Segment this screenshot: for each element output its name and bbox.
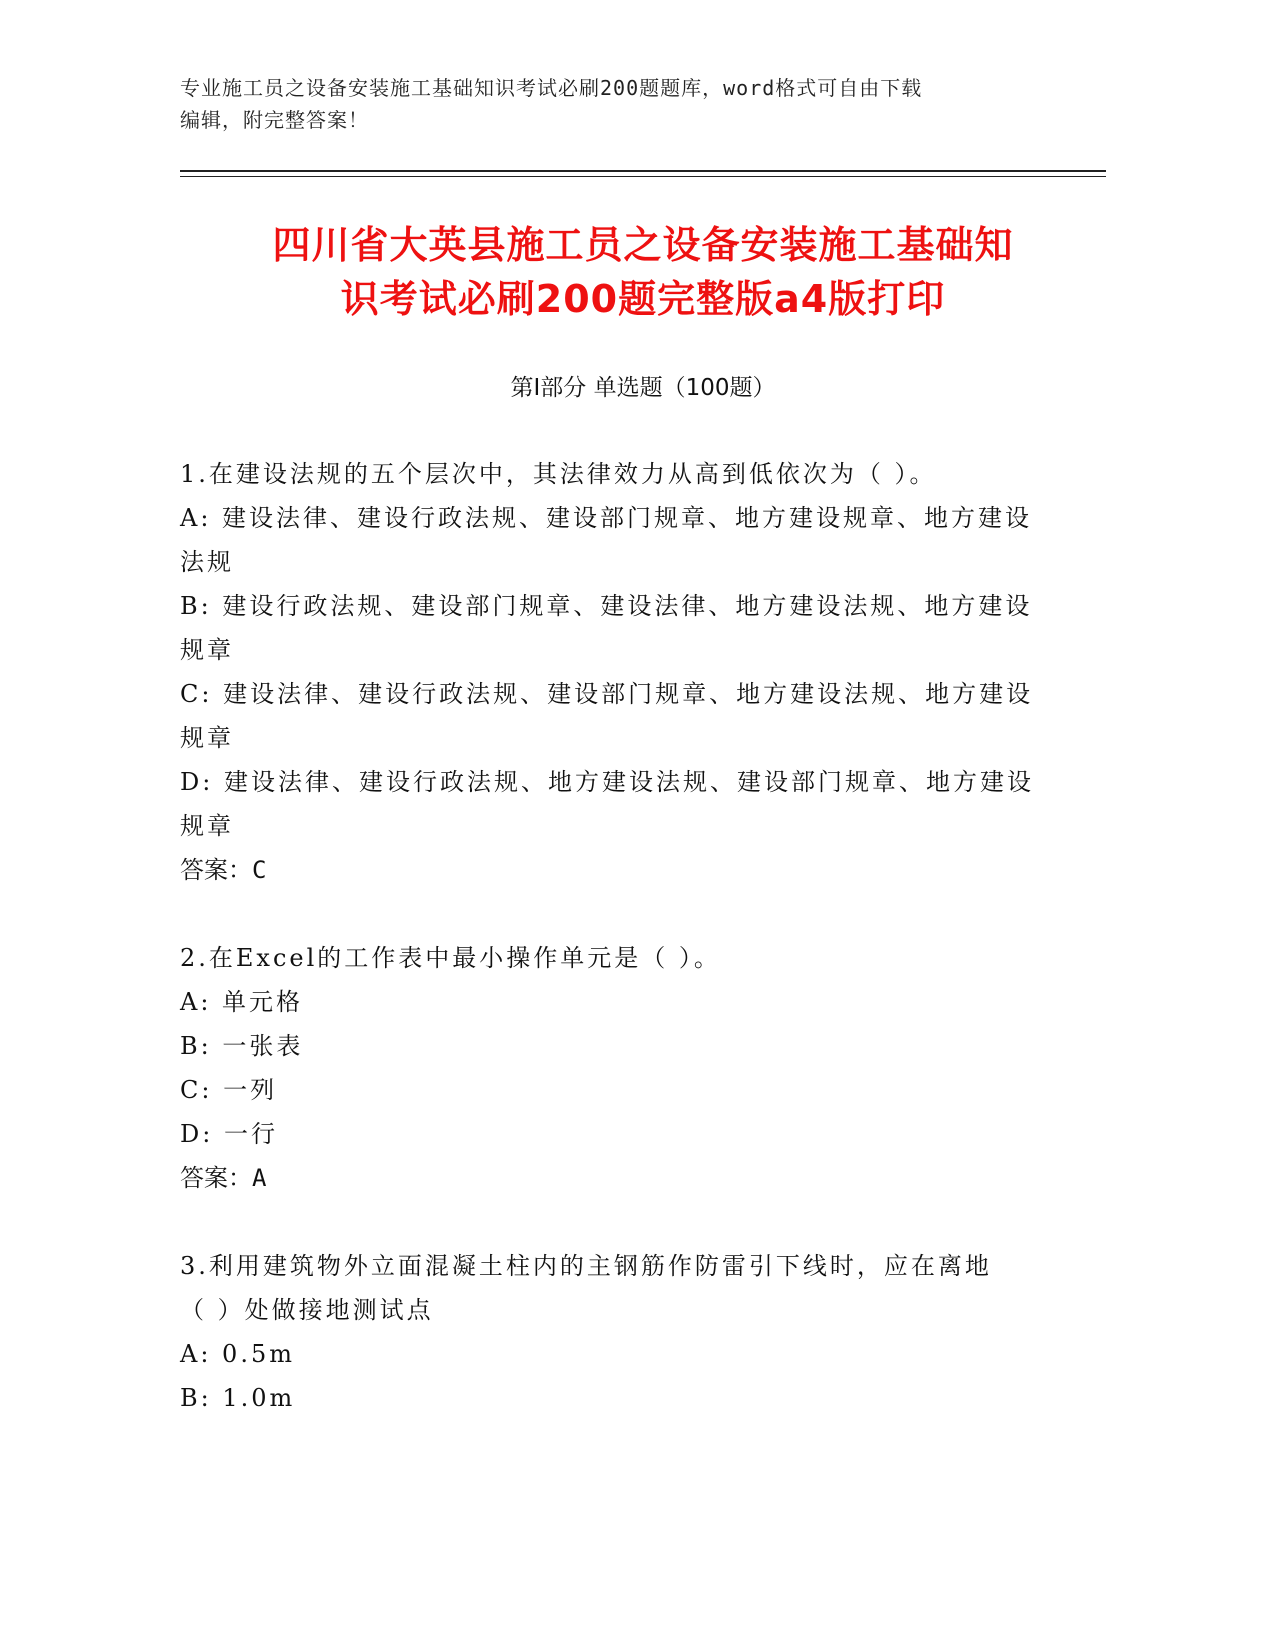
question-3-stem-continued: （ ）处做接地测试点 <box>180 1296 434 1324</box>
question-2-option-b: B: 一张表 <box>180 1032 304 1060</box>
question-3-option-a: A: 0.5m <box>180 1340 295 1368</box>
document-title-line-2: 识考试必刷200题完整版a4版打印 <box>340 277 946 321</box>
question-2-answer <box>180 1156 1050 1200</box>
question-2-option-a: A: 单元格 <box>180 988 304 1016</box>
header-note-line-1: 专业施工员之设备安装施工基础知识考试必刷200题题库，word格式可自由下载 <box>180 76 923 100</box>
question-1-answer <box>180 848 1050 892</box>
question-3-option-b: B: 1.0m <box>180 1384 296 1412</box>
question-1-option-d: D: 建设法律、建设行政法规、地方建设法规、建设部门规章、地方建设规章 <box>180 768 1034 840</box>
answer-value: C <box>252 856 267 884</box>
question-3-stem: 3.利用建筑物外立面混凝土柱内的主钢筋作防雷引下线时，应在离地 <box>180 1252 992 1280</box>
document-title-line-1: 四川省大英县施工员之设备安装施工基础知 <box>272 223 1014 267</box>
question-1-stem: 1.在建设法规的五个层次中，其法律效力从高到低依次为（ ）。 <box>180 460 937 488</box>
header-note <box>180 72 1080 136</box>
header-divider-thin <box>180 176 1106 177</box>
question-1-option-b: B: 建设行政法规、建设部门规章、建设法律、地方建设法规、地方建设规章 <box>180 592 1033 664</box>
question-2-stem: 2.在Excel的工作表中最小操作单元是（ ）。 <box>180 944 721 972</box>
answer-label: 答案： <box>180 856 252 884</box>
question-2-option-c: C: 一列 <box>180 1076 278 1104</box>
question-list <box>180 452 1050 1464</box>
header-divider-thick <box>180 170 1106 172</box>
answer-value: A <box>252 1164 267 1192</box>
question-3 <box>180 1244 1050 1420</box>
header-note-line-2: 编辑，附完整答案！ <box>180 108 369 132</box>
question-2-option-d: D: 一行 <box>180 1120 278 1148</box>
question-1-option-a: A: 建设法律、建设行政法规、建设部门规章、地方建设规章、地方建设法规 <box>180 504 1033 576</box>
question-1-option-c: C: 建设法律、建设行政法规、建设部门规章、地方建设法规、地方建设规章 <box>180 680 1034 752</box>
answer-label: 答案： <box>180 1164 252 1192</box>
section-title: 第Ⅰ部分 单选题（100题） <box>510 375 776 401</box>
question-2 <box>180 936 1050 1200</box>
document-title <box>180 218 1106 326</box>
question-1 <box>180 452 1050 892</box>
